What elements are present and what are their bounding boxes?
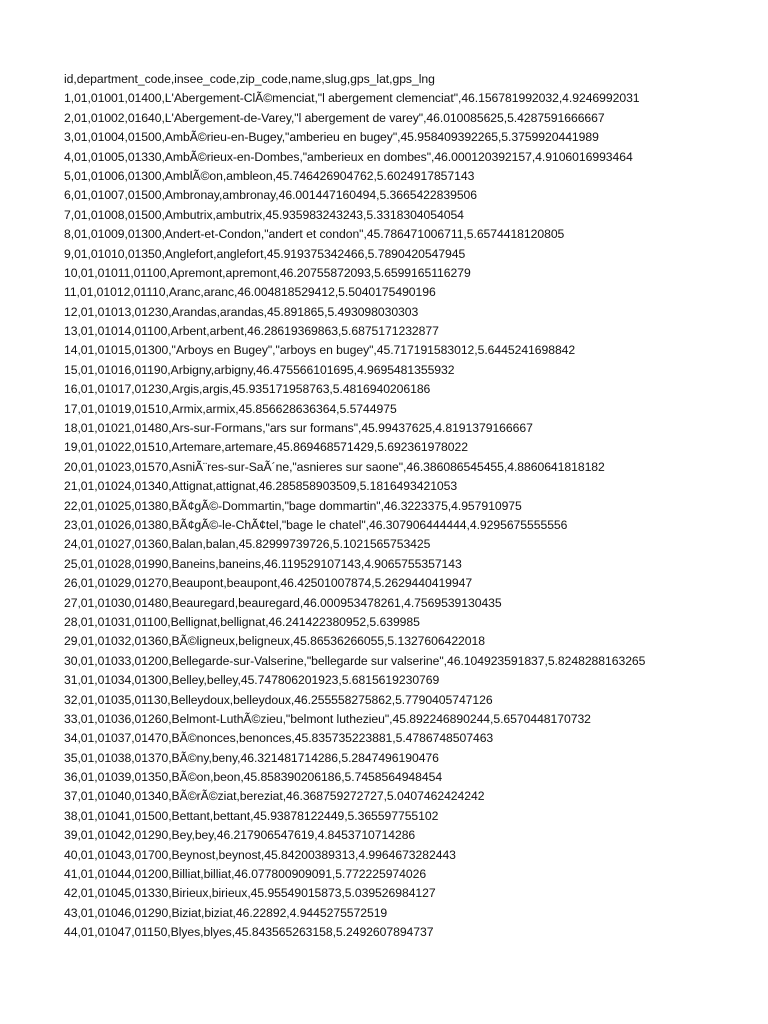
csv-data-line: 15,01,01016,01190,Arbigny,arbigny,46.475566101695,4.9695481355932 [64,362,455,377]
csv-data-line: 27,01,01030,01480,Beauregard,beauregard,46.000953478261,4.7569539130435 [64,595,502,610]
csv-data-line: 1,01,01001,01400,L'Abergement-ClÃ©menciat,"l abergement clemenciat",46.156781992032,4.9246992031 [64,91,640,106]
csv-data-line: 6,01,01007,01500,Ambronay,ambronay,46.001447160494,5.3665422839506 [64,188,478,203]
csv-data-line: 21,01,01024,01340,Attignat,attignat,46.285858903509,5.1816493421053 [64,479,458,494]
csv-data-line: 12,01,01013,01230,Arandas,arandas,45.891865,5.493098030303 [64,304,419,319]
csv-data-line: 7,01,01008,01500,Ambutrix,ambutrix,45.935983243243,5.3318304054054 [64,207,464,222]
csv-data-line: 10,01,01011,01100,Apremont,apremont,46.20755872093,5.6599165116279 [64,265,471,280]
csv-data-line: 18,01,01021,01480,Ars-sur-Formans,"ars sur formans",45.99437625,4.8191379166667 [64,421,533,436]
csv-data-line: 37,01,01040,01340,BÃ©rÃ©ziat,bereziat,46.368759272727,5.0407462424242 [64,789,485,804]
csv-data-line: 19,01,01022,01510,Artemare,artemare,45.869468571429,5.692361978022 [64,440,468,455]
csv-data-line: 34,01,01037,01470,BÃ©nonces,benonces,45.835735223881,5.4786748507463 [64,731,494,746]
csv-data-line: 43,01,01046,01290,Biziat,biziat,46.22892,4.9445275572519 [64,905,388,920]
csv-data-line: 20,01,01023,01570,AsniÃ¨res-sur-SaÃ´ne,"asnieres sur saone",46.386086545455,4.8860641818182 [64,459,605,474]
csv-data-line: 29,01,01032,01360,BÃ©ligneux,beligneux,45.86536266055,5.1327606422018 [64,634,485,649]
csv-data-line: 24,01,01027,01360,Balan,balan,45.82999739726,5.1021565753425 [64,537,431,552]
csv-data-line: 25,01,01028,01990,Baneins,baneins,46.119529107143,4.9065755357143 [64,556,462,571]
csv-data-line: 2,01,01002,01640,L'Abergement-de-Varey,"l abergement de varey",46.010085625,5.4287591666667 [64,110,605,125]
csv-data-line: 31,01,01034,01300,Belley,belley,45.747806201923,5.6815619230769 [64,673,440,688]
csv-data-line: 23,01,01026,01380,BÃ¢gÃ©-le-ChÃ¢tel,"bage le chatel",46.307906444444,4.9295675555556 [64,517,568,532]
csv-data-line: 44,01,01047,01150,Blyes,blyes,45.843565263158,5.2492607894737 [64,925,434,940]
csv-data-line: 35,01,01038,01370,BÃ©ny,beny,46.321481714286,5.2847496190476 [64,750,439,765]
csv-data-line: 16,01,01017,01230,Argis,argis,45.935171958763,5.4816940206186 [64,382,431,397]
csv-data-line: 9,01,01010,01350,Anglefort,anglefort,45.919375342466,5.7890420547945 [64,246,466,261]
csv-data-line: 42,01,01045,01330,Birieux,birieux,45.95549015873,5.039526984127 [64,886,436,901]
csv-data-line: 32,01,01035,01130,Belleydoux,belleydoux,46.255558275862,5.7790405747126 [64,692,493,707]
csv-data-line: 22,01,01025,01380,BÃ¢gÃ©-Dommartin,"bage dommartin",46.3223375,4.957910975 [64,498,522,513]
csv-data-line: 17,01,01019,01510,Armix,armix,45.856628636364,5.5744975 [64,401,397,416]
csv-data-line: 40,01,01043,01700,Beynost,beynost,45.84200389313,4.9964673282443 [64,847,456,862]
csv-data-line: 13,01,01014,01100,Arbent,arbent,46.28619369863,5.6875171232877 [64,324,439,339]
csv-header-line: id,department_code,insee_code,zip_code,name,slug,gps_lat,gps_lng [64,72,435,86]
csv-data-line: 28,01,01031,01100,Bellignat,bellignat,46.241422380952,5.639985 [64,614,420,629]
csv-data-line: 41,01,01044,01200,Billiat,billiat,46.077800909091,5.772225974026 [64,867,427,882]
csv-data-line: 36,01,01039,01350,BÃ©on,beon,45.858390206186,5.7458564948454 [64,770,443,785]
csv-data-line: 38,01,01041,01500,Bettant,bettant,45.93878122449,5.365597755102 [64,808,439,823]
csv-data-line: 14,01,01015,01300,"Arboys en Bugey","arboys en bugey",45.717191583012,5.6445241698842 [64,343,576,358]
csv-data-line: 11,01,01012,01110,Aranc,aranc,46.004818529412,5.5040175490196 [64,285,436,300]
csv-data-line: 8,01,01009,01300,Andert-et-Condon,"andert et condon",45.786471006711,5.6574418120805 [64,227,565,242]
csv-data-line: 39,01,01042,01290,Bey,bey,46.217906547619,4.8453710714286 [64,828,416,843]
csv-data-line: 4,01,01005,01330,AmbÃ©rieux-en-Dombes,"amberieux en dombes",46.000120392157,4.9106016993464 [64,149,633,164]
csv-data-line: 26,01,01029,01270,Beaupont,beaupont,46.42501007874,5.2629440419947 [64,576,473,591]
csv-data-line: 5,01,01006,01300,AmblÃ©on,ambleon,45.746426904762,5.6024917857143 [64,168,475,183]
csv-data-line: 30,01,01033,01200,Bellegarde-sur-Valserine,"bellegarde sur valserine",46.104923591837,5.8248288163265 [64,653,646,668]
csv-text-block [64,70,768,943]
csv-data-line: 33,01,01036,01260,Belmont-LuthÃ©zieu,"belmont luthezieu",45.892246890244,5.6570448170732 [64,711,591,726]
csv-data-line: 3,01,01004,01500,AmbÃ©rieu-en-Bugey,"amberieu en bugey",45.958409392265,5.3759920441989 [64,130,599,145]
